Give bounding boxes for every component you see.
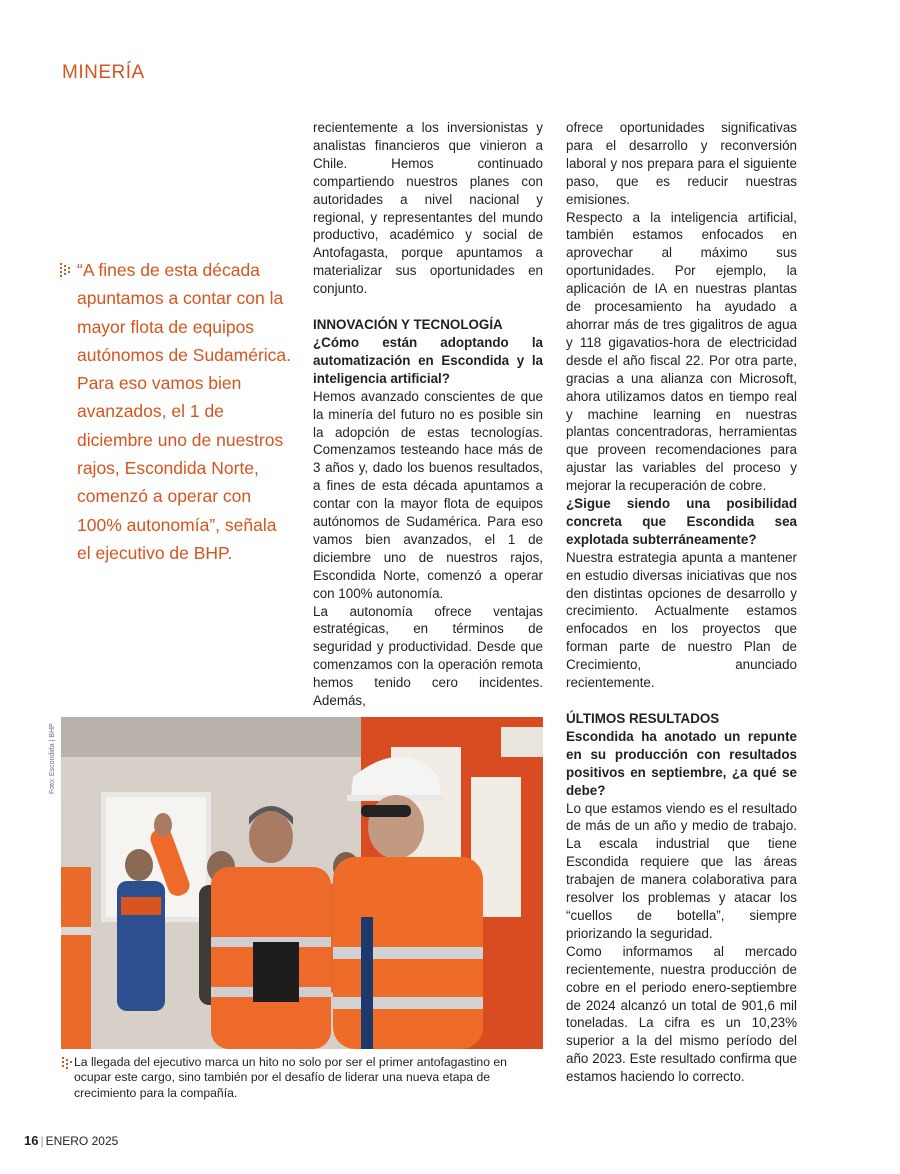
section-label: MINERÍA bbox=[62, 62, 145, 83]
article-photo bbox=[61, 717, 543, 1049]
page-number: 16 bbox=[24, 1133, 39, 1148]
photo-credit bbox=[47, 722, 61, 794]
paragraph: Como informamos al mercado recientemente, nuestra producción de cobre en el periodo enero-septiembre de 2024 alcanzó un total de 901,6 mil toneladas. La cifra es un 10,23% superior a la del mismo período del año 2023. Este resultado confirma que estamos haciendo lo correcto. bbox=[566, 943, 797, 1085]
caption-marker-icon bbox=[62, 1057, 72, 1069]
caption-text: La llegada del ejecutivo marca un hito no solo por ser el primer antofagastino en ocupar este cargo, sino también por el desafío de liderar una nueva etapa de crecimiento para la compañía. bbox=[74, 1055, 507, 1100]
paragraph: La autonomía ofrece ventajas estratégicas, en términos de seguridad y productividad. Desde que comenzamos con la operación remota hemos tenido cero incidentes. Además, bbox=[313, 603, 543, 709]
article-column-1 bbox=[313, 119, 543, 710]
footer-separator: | bbox=[40, 1134, 44, 1148]
photo-credit-text: Foto: Escondida | BHP bbox=[49, 723, 56, 794]
page-footer bbox=[24, 1133, 118, 1148]
article-column-2 bbox=[566, 119, 797, 1086]
pull-quote-text: “A fines de esta década apuntamos a contar con la mayor flota de equipos autónomos de Sudamérica. Para eso vamos bien avanzados, el 1 de diciembre uno de nuestros rajos, Escondida Norte, comenzó a operar con 100% autonomía”, señala el ejecutivo de BHP. bbox=[77, 260, 292, 563]
interview-question: Escondida ha anotado un repunte en su producción con resultados positivos en septiembre, ¿a qué se debe? bbox=[566, 728, 797, 798]
interview-question: ¿Sigue siendo una posibilidad concreta que Escondida sea explotada subterráneamente? bbox=[566, 496, 797, 547]
pull-quote bbox=[62, 256, 294, 567]
paragraph: ofrece oportunidades significativas para el desarrollo y reconversión laboral y nos prepara para el siguiente paso, que es reducir nuestras emisiones. bbox=[566, 120, 797, 207]
paragraph: recientemente a los inversionistas y analistas financieros que vinieron a Chile. Hemos continuado compartiendo nuestros planes con autoridades a nivel nacional y regional, y representantes del mundo productivo, académico y social de Antofagasta, porque apuntamos a materializar sus oportunidades en conjunto. bbox=[313, 120, 543, 297]
interview-question: ¿Cómo están adoptando la automatización en Escondida y la inteligencia artificial? bbox=[313, 334, 543, 386]
paragraph: Nuestra estrategia apunta a mantener en estudio diversas iniciativas que nos den distintas opciones de desarrollo y crecimiento. Actualmente estamos enfocados en los proyectos que forman parte de nuestro Plan de Crecimiento, anunciado recientemente. bbox=[566, 549, 797, 691]
section-heading: ÚLTIMOS RESULTADOS bbox=[566, 711, 720, 726]
section-heading: INNOVACIÓN Y TECNOLOGÍA bbox=[313, 317, 503, 333]
paragraph: Hemos avanzado conscientes de que la minería del futuro no es posible sin la adopción de estas tecnologías. Comenzamos testeando hace más de 3 años y, dado los buenos resultados, a fines de esta década apuntamos a contar con la mayor flota de equipos autónomos de Sudamérica. Para eso vamos bien avanzados, el 1 de diciembre uno de nuestros rajos, Escondida Norte, comenzó a operar con 100% autonomía. bbox=[313, 388, 543, 601]
photo-caption bbox=[62, 1055, 547, 1101]
issue-date: ENERO 2025 bbox=[45, 1134, 119, 1148]
quote-marker-icon bbox=[60, 263, 72, 277]
paragraph: Respecto a la inteligencia artificial, también estamos enfocados en aprovechar al máximo sus oportunidades. Por ejemplo, la aplicación de IA en nuestras plantas de procesamiento ha ayudado a ahorrar más de tres gigalitros de agua y 118 gigavatios-hora de electricidad desde el año fiscal 22. Por otra parte, gracias a una alianza con Microsoft, ahora utilizamos datos en tiempo real y machine learning en nuestras plantas concentradoras, herramientas que proveen recomendaciones para ajustar las variables del proceso y mejorar la recuperación de cobre. bbox=[566, 209, 797, 494]
workers-photo-illustration bbox=[61, 717, 543, 1049]
paragraph: Lo que estamos viendo es el resultado de más de un año y medio de trabajo. La escala industrial que tiene Escondida requiere que las áreas trabajen de manera colaborativa para resolver los problemas y atacar los “cuellos de botella”, siempre priorizando la seguridad. bbox=[566, 800, 797, 941]
